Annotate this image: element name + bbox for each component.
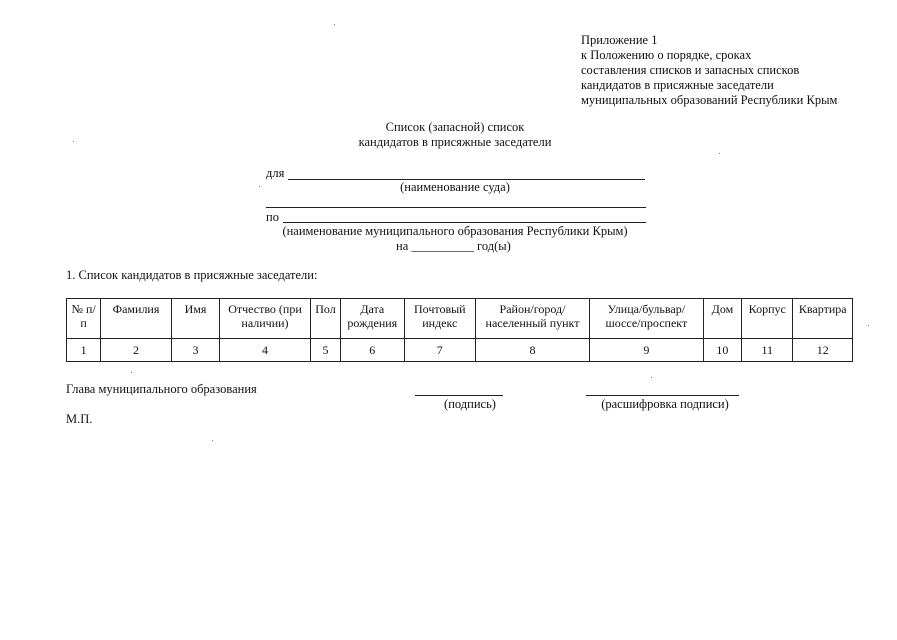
year-blank: __________	[411, 239, 474, 253]
column-number-cell: 11	[742, 339, 793, 362]
column-number-cell: 4	[220, 339, 311, 362]
scan-speck	[259, 186, 260, 187]
head-of-municipality-label: Глава муниципального образования	[66, 382, 257, 396]
by-label: по	[266, 210, 279, 224]
scan-speck	[73, 141, 74, 142]
column-number-cell: 3	[171, 339, 219, 362]
court-name-caption: (наименование суда)	[400, 180, 510, 194]
for-label: для	[266, 166, 285, 180]
document-title-line-2: кандидатов в присяжные заседатели	[358, 135, 552, 149]
municipality-name-caption: (наименование муниципального образования Республики Крым)	[282, 224, 628, 238]
column-number-cell: 10	[703, 339, 741, 362]
annex-line-4: кандидатов в присяжные заседатели	[581, 78, 774, 92]
column-number-cell: 8	[476, 339, 590, 362]
candidates-table	[66, 298, 853, 362]
year-prefix: на	[396, 239, 409, 253]
signature-decode-line	[586, 395, 739, 396]
column-number-cell: 5	[310, 339, 340, 362]
scan-speck	[131, 372, 132, 373]
municipality-name-line	[283, 222, 646, 223]
section-heading: 1. Список кандидатов в присяжные заседатели:	[66, 268, 318, 282]
annex-block	[581, 33, 837, 108]
column-number-cell: 6	[341, 339, 404, 362]
scan-speck	[334, 24, 335, 25]
scan-speck	[719, 153, 720, 154]
year-suffix: год(ы)	[477, 239, 511, 253]
signature-caption: (подпись)	[444, 397, 496, 411]
col-header-street: Улица/бульвар/ шоссе/проспект	[589, 299, 703, 339]
year-line	[396, 239, 511, 254]
column-number-cell: 1	[67, 339, 101, 362]
signature-line	[415, 395, 503, 396]
table-header-row	[67, 299, 853, 339]
col-header-patronymic: Отчество (при наличии)	[220, 299, 311, 339]
table-row	[67, 339, 853, 362]
stamp-place-label: М.П.	[66, 412, 93, 426]
col-header-name: Имя	[171, 299, 219, 339]
document-title-line-1: Список (запасной) список	[385, 120, 525, 134]
annex-line-5: муниципальных образований Республики Крым	[581, 93, 838, 107]
column-number-cell: 7	[404, 339, 476, 362]
col-header-locality: Район/город/ населенный пункт	[476, 299, 590, 339]
col-header-house: Дом	[703, 299, 741, 339]
column-number-cell: 2	[101, 339, 172, 362]
annex-line-3: составления списков и запасных списков	[581, 63, 800, 77]
col-header-sex: Пол	[310, 299, 340, 339]
col-header-apartment: Квартира	[793, 299, 853, 339]
col-header-surname: Фамилия	[101, 299, 172, 339]
court-name-continuation-line	[266, 207, 646, 208]
col-header-building: Корпус	[742, 299, 793, 339]
signature-decode-caption: (расшифровка подписи)	[601, 397, 729, 411]
annex-line-1: Приложение 1	[581, 33, 658, 47]
scan-speck	[868, 325, 869, 326]
column-number-cell: 9	[589, 339, 703, 362]
col-header-postal-code: Почтовый индекс	[404, 299, 476, 339]
column-number-cell: 12	[793, 339, 853, 362]
annex-line-2: к Положению о порядке, сроках	[581, 48, 752, 62]
scan-speck	[651, 377, 652, 378]
col-header-number: № п/п	[67, 299, 101, 339]
scan-speck	[212, 440, 213, 441]
col-header-birth-date: Дата рождения	[341, 299, 404, 339]
